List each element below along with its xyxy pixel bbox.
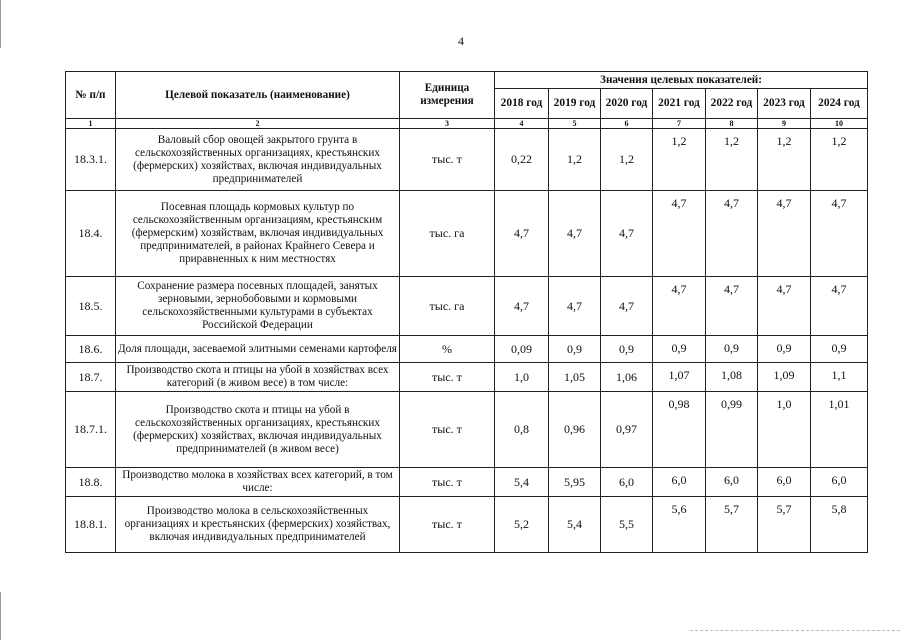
target-value: 0,8: [495, 392, 549, 468]
unit: тыс. т: [400, 497, 495, 553]
target-value: 1,2: [706, 129, 758, 191]
target-value: 0,97: [601, 392, 653, 468]
indicator-name: Посевная площадь кормовых культур по сельскохозяйственным организациям, крестьянским (фермерским) хозяйствам, включая индивидуальных предпринимателей, в районах Крайнего Севера и приравненных к ним местностях: [116, 191, 400, 277]
target-value: 1,2: [811, 129, 868, 191]
target-value: 4,7: [601, 277, 653, 336]
target-value: 1,05: [549, 363, 601, 392]
target-value: 4,7: [549, 277, 601, 336]
target-value: 1,06: [601, 363, 653, 392]
target-value: 5,6: [653, 497, 706, 553]
target-value: 0,09: [495, 336, 549, 363]
table-row: [66, 392, 868, 468]
target-value: 5,7: [706, 497, 758, 553]
target-value: 1,09: [758, 363, 811, 392]
row-number: 18.7.1.: [66, 392, 116, 468]
target-value: 4,7: [706, 277, 758, 336]
target-value: 0,98: [653, 392, 706, 468]
target-value: 6,0: [758, 468, 811, 497]
target-value: 0,99: [706, 392, 758, 468]
target-value: 1,2: [601, 129, 653, 191]
target-value: 0,96: [549, 392, 601, 468]
unit: тыс. га: [400, 191, 495, 277]
header-year: 2024 год: [811, 89, 868, 119]
header-num: № п/п: [66, 72, 116, 119]
target-value: 1,07: [653, 363, 706, 392]
target-value: 6,0: [811, 468, 868, 497]
target-value: 1,2: [653, 129, 706, 191]
target-value: 4,7: [811, 277, 868, 336]
unit: тыс. т: [400, 392, 495, 468]
header-year: 2018 год: [495, 89, 549, 119]
page-number: 4: [458, 34, 464, 48]
scan-edge: [0, 0, 1, 48]
indicator-name: Доля площади, засеваемой элитными семенами картофеля: [116, 336, 400, 363]
target-value: 0,9: [811, 336, 868, 363]
target-value: 5,7: [758, 497, 811, 553]
table-row: [66, 468, 868, 497]
target-value: 4,7: [811, 191, 868, 277]
table-row: [66, 277, 868, 336]
column-number: 3: [400, 119, 495, 129]
target-value: 6,0: [653, 468, 706, 497]
target-value: 4,7: [653, 191, 706, 277]
target-value: 0,22: [495, 129, 549, 191]
target-value: 5,2: [495, 497, 549, 553]
unit: тыс. т: [400, 129, 495, 191]
table-row: [66, 497, 868, 553]
column-number: 8: [706, 119, 758, 129]
target-value: 0,9: [549, 336, 601, 363]
unit: тыс. т: [400, 468, 495, 497]
target-value: 4,7: [495, 191, 549, 277]
row-number: 18.3.1.: [66, 129, 116, 191]
unit: %: [400, 336, 495, 363]
target-value: 5,8: [811, 497, 868, 553]
indicator-name: Производство скота и птицы на убой в сельскохозяйственных организациях, крестьянских (фермерских) хозяйствах, включая индивидуальных предпринимателей (в живом весе): [116, 392, 400, 468]
column-number: 5: [549, 119, 601, 129]
target-value: 0,9: [758, 336, 811, 363]
target-value: 5,4: [549, 497, 601, 553]
target-value: 4,7: [653, 277, 706, 336]
target-value: 4,7: [758, 277, 811, 336]
indicator-name: Производство молока в хозяйствах всех категорий, в том числе:: [116, 468, 400, 497]
scan-edge: [0, 592, 1, 640]
header-year: 2023 год: [758, 89, 811, 119]
header-unit: Единица измерения: [400, 72, 495, 119]
table-row: [66, 129, 868, 191]
row-number: 18.4.: [66, 191, 116, 277]
indicator-name: Производство скота и птицы на убой в хозяйствах всех категорий (в живом весе) в том числе:: [116, 363, 400, 392]
unit: тыс. га: [400, 277, 495, 336]
scan-mark: [690, 630, 900, 632]
row-number: 18.7.: [66, 363, 116, 392]
target-value: 1,2: [758, 129, 811, 191]
row-number: 18.5.: [66, 277, 116, 336]
target-value: 0,9: [653, 336, 706, 363]
column-number: 1: [66, 119, 116, 129]
table-row: [66, 191, 868, 277]
target-value: 6,0: [706, 468, 758, 497]
target-value: 4,7: [601, 191, 653, 277]
column-number: 10: [811, 119, 868, 129]
target-value: 0,9: [601, 336, 653, 363]
indicator-name: Валовый сбор овощей закрытого грунта в сельскохозяйственных организациях, крестьянских (фермерских) хозяйствах, включая индивидуальных предпринимателей: [116, 129, 400, 191]
column-number: 7: [653, 119, 706, 129]
indicator-name: Производство молока в сельскохозяйственных организациях и крестьянских (фермерских) хозяйствах, включая индивидуальных предпринимателей: [116, 497, 400, 553]
target-value: 5,5: [601, 497, 653, 553]
target-value: 5,4: [495, 468, 549, 497]
target-value: 5,95: [549, 468, 601, 497]
column-number: 2: [116, 119, 400, 129]
table-row: [66, 363, 868, 392]
target-value: 4,7: [706, 191, 758, 277]
row-number: 18.8.1.: [66, 497, 116, 553]
indicator-name: Сохранение размера посевных площадей, занятых зерновыми, зернобобовыми и кормовыми сельскохозяйственными культурами в субъектах Российской Федерации: [116, 277, 400, 336]
target-value: 4,7: [495, 277, 549, 336]
column-number: 6: [601, 119, 653, 129]
header-year: 2019 год: [549, 89, 601, 119]
target-value: 1,2: [549, 129, 601, 191]
target-value: 4,7: [758, 191, 811, 277]
target-value: 4,7: [549, 191, 601, 277]
header-year: 2022 год: [706, 89, 758, 119]
header-year: 2021 год: [653, 89, 706, 119]
target-value: 1,08: [706, 363, 758, 392]
target-value: 0,9: [706, 336, 758, 363]
unit: тыс. т: [400, 363, 495, 392]
header-year: 2020 год: [601, 89, 653, 119]
target-value: 6,0: [601, 468, 653, 497]
target-value: 1,0: [758, 392, 811, 468]
column-number: 4: [495, 119, 549, 129]
target-value: 1,1: [811, 363, 868, 392]
table-row: [66, 336, 868, 363]
row-number: 18.6.: [66, 336, 116, 363]
target-indicators-table: [65, 71, 868, 553]
header-values-group: Значения целевых показателей:: [495, 72, 868, 89]
column-number: 9: [758, 119, 811, 129]
target-value: 1,01: [811, 392, 868, 468]
header-indicator: Целевой показатель (наименование): [116, 72, 400, 119]
row-number: 18.8.: [66, 468, 116, 497]
target-value: 1,0: [495, 363, 549, 392]
